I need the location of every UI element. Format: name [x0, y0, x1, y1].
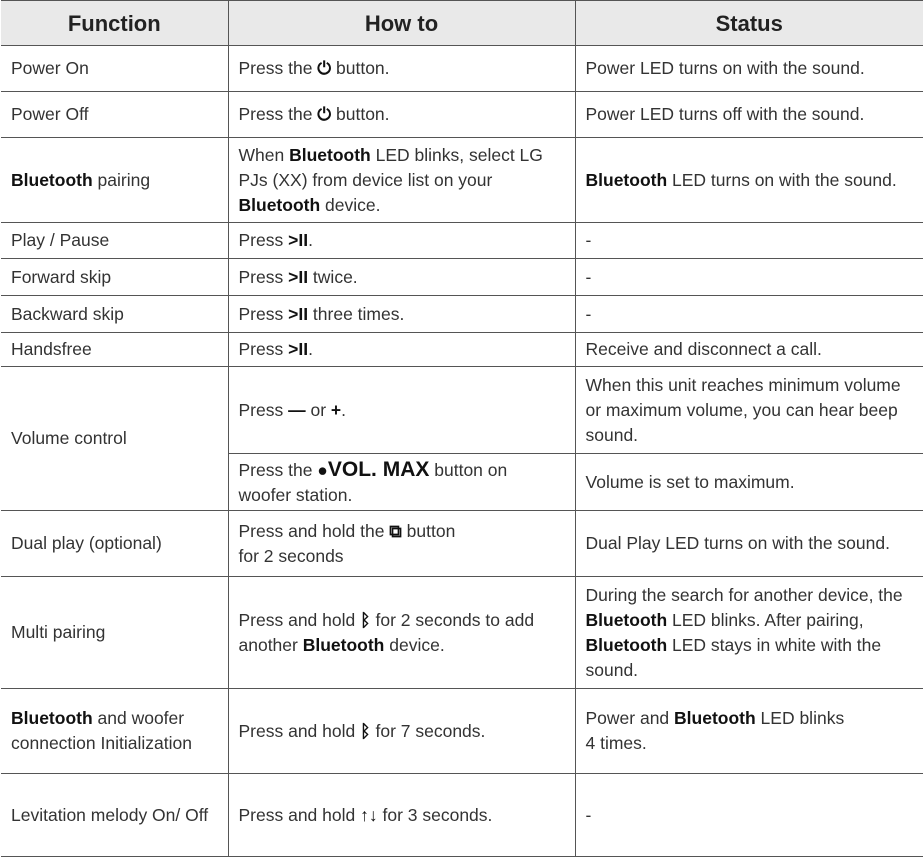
- cell-text: twice.: [308, 266, 358, 287]
- cell-text: -: [585, 266, 592, 287]
- function-table: [1, 0, 923, 857]
- how-to-cell: [228, 259, 575, 296]
- play-pause-icon: >II: [288, 266, 309, 287]
- cell-text: pairing: [92, 169, 151, 190]
- how-to-cell: [228, 774, 575, 857]
- cell-text: device.: [320, 194, 381, 215]
- cell-text: for 7 seconds.: [370, 720, 486, 741]
- how-to-cell: [228, 577, 575, 689]
- bold-text: Bluetooth: [302, 634, 385, 655]
- cell-text: Play / Pause: [11, 230, 110, 250]
- cell-text: Press: [238, 230, 289, 250]
- table-row: [1, 259, 923, 296]
- how-to-cell: [228, 296, 575, 333]
- function-cell: [1, 689, 228, 774]
- power-icon: ⏻: [317, 104, 332, 124]
- function-cell: [1, 259, 228, 296]
- header-how-to: How to: [228, 1, 575, 46]
- bold-text: Bluetooth: [674, 708, 756, 728]
- cell-text: three times.: [308, 303, 405, 324]
- function-cell: [1, 511, 228, 577]
- bold-text: Bluetooth: [11, 708, 93, 728]
- cell-text: .: [308, 339, 313, 359]
- header-row: [1, 1, 923, 46]
- cell-text: Levitation melody On/ Off: [11, 804, 209, 825]
- table-row: [1, 511, 923, 577]
- status-cell: [575, 774, 923, 857]
- cell-text: Press the: [238, 459, 318, 480]
- cell-text: button.: [331, 58, 390, 78]
- cell-text: Press and hold: [238, 609, 361, 630]
- table-row: [1, 92, 923, 138]
- cell-text: Receive and disconnect a call.: [585, 339, 822, 359]
- dual-play-icon: ⧉: [389, 520, 402, 541]
- function-cell: [1, 333, 228, 367]
- status-cell: [575, 511, 923, 577]
- vol-max-label: VOL. MAX: [327, 457, 430, 481]
- table-row: [1, 46, 923, 92]
- cell-text: Press and hold the: [238, 520, 390, 541]
- status-cell: [575, 138, 923, 223]
- cell-text: .: [341, 399, 347, 420]
- cell-text: Power and: [585, 708, 675, 728]
- cell-text: Multi pairing: [11, 622, 106, 642]
- cell-text: LED blinks: [755, 708, 845, 728]
- cell-text: for 3 seconds.: [377, 804, 493, 825]
- cell-text: Volume control: [11, 428, 127, 448]
- table-row: [1, 296, 923, 333]
- bold-text: Bluetooth: [238, 194, 321, 215]
- bold-text: Bluetooth: [289, 144, 371, 165]
- function-cell: [1, 138, 228, 223]
- cell-text: -: [585, 230, 592, 250]
- cell-text: LED blinks, select LG PJs (XX) from device list on your: [238, 144, 543, 190]
- cell-text: Handsfree: [11, 339, 92, 359]
- bold-text: Bluetooth: [585, 634, 668, 655]
- cell-text: -: [585, 303, 592, 324]
- cell-text: LED turns on with the sound.: [667, 169, 897, 190]
- status-cell: [575, 577, 923, 689]
- table-row: [1, 367, 923, 454]
- bold-text: Bluetooth: [585, 609, 668, 630]
- table-row: [1, 223, 923, 259]
- cell-text: Power Off: [11, 104, 89, 124]
- plus-icon: +: [330, 399, 342, 420]
- cell-text: Power LED turns on with the sound.: [585, 58, 865, 78]
- cell-text: for 2 seconds: [238, 545, 344, 566]
- status-cell: [575, 367, 923, 454]
- status-cell: [575, 223, 923, 259]
- cell-text: LED blinks. After pairing,: [667, 609, 864, 630]
- how-to-cell: [228, 92, 575, 138]
- cell-text: Press: [238, 303, 289, 324]
- cell-text: Press the: [238, 58, 318, 78]
- cell-text: Dual Play LED turns on with the sound.: [585, 533, 890, 553]
- cell-text: Press the: [238, 104, 318, 124]
- cell-text: Press and hold: [238, 720, 361, 741]
- cell-text: LED stays in white with the sound.: [585, 634, 882, 680]
- function-cell: [1, 296, 228, 333]
- function-cell: [1, 367, 228, 511]
- cell-text: Volume is set to maximum.: [585, 471, 795, 492]
- power-icon: ⏻: [317, 58, 332, 78]
- cell-text: When this unit reaches minimum volume or maximum volume, you can hear beep sound.: [585, 374, 901, 445]
- cell-text: Press and hold: [238, 804, 361, 825]
- status-cell: [575, 46, 923, 92]
- cell-text: and woofer connection Initialization: [11, 708, 192, 753]
- cell-text: button: [401, 520, 456, 541]
- bluetooth-icon: ᛒ: [360, 609, 371, 630]
- how-to-cell: [228, 223, 575, 259]
- cell-text: .: [308, 230, 313, 250]
- how-to-cell: [228, 333, 575, 367]
- function-cell: [1, 92, 228, 138]
- table-row: [1, 138, 923, 223]
- status-cell: [575, 296, 923, 333]
- table-row: [1, 333, 923, 367]
- bold-text: Bluetooth: [11, 169, 93, 190]
- table-row: [1, 577, 923, 689]
- status-cell: [575, 259, 923, 296]
- how-to-cell: [228, 454, 575, 511]
- cell-text: Power LED turns off with the sound.: [585, 104, 865, 124]
- play-pause-icon: >II: [288, 339, 309, 359]
- status-cell: [575, 689, 923, 774]
- cell-text: Forward skip: [11, 266, 112, 287]
- cell-text: Power On: [11, 58, 89, 78]
- cell-text: or: [305, 399, 331, 420]
- dot-icon: ●: [317, 459, 328, 480]
- header-function: Function: [1, 1, 228, 46]
- how-to-cell: [228, 367, 575, 454]
- header-status: Status: [575, 1, 923, 46]
- cell-text: Dual play (optional): [11, 533, 162, 553]
- status-cell: [575, 454, 923, 511]
- up-down-arrows-icon: ↑↓: [360, 804, 378, 825]
- how-to-cell: [228, 46, 575, 92]
- play-pause-icon: >II: [288, 303, 309, 324]
- cell-text: Press: [238, 339, 289, 359]
- how-to-cell: [228, 689, 575, 774]
- play-pause-icon: >II: [288, 230, 309, 250]
- cell-text: -: [585, 804, 592, 825]
- function-cell: [1, 46, 228, 92]
- cell-text: Backward skip: [11, 303, 124, 324]
- status-cell: [575, 92, 923, 138]
- cell-text: Press: [238, 266, 289, 287]
- function-cell: [1, 577, 228, 689]
- how-to-cell: [228, 511, 575, 577]
- cell-text: During the search for another device, the: [585, 584, 903, 605]
- cell-text: device.: [384, 634, 445, 655]
- table-row: [1, 689, 923, 774]
- status-cell: [575, 333, 923, 367]
- how-to-cell: [228, 138, 575, 223]
- cell-text: 4 times.: [585, 733, 647, 753]
- function-cell: [1, 223, 228, 259]
- cell-text: for 2 seconds to add another: [238, 609, 535, 655]
- bold-text: Bluetooth: [585, 169, 668, 190]
- bluetooth-icon: ᛒ: [360, 720, 371, 741]
- cell-text: button.: [331, 104, 390, 124]
- cell-text: button on woofer station.: [238, 459, 508, 505]
- cell-text: When: [238, 144, 290, 165]
- function-cell: [1, 774, 228, 857]
- minus-icon: —: [288, 399, 306, 420]
- cell-text: Press: [238, 399, 289, 420]
- table-row: [1, 774, 923, 857]
